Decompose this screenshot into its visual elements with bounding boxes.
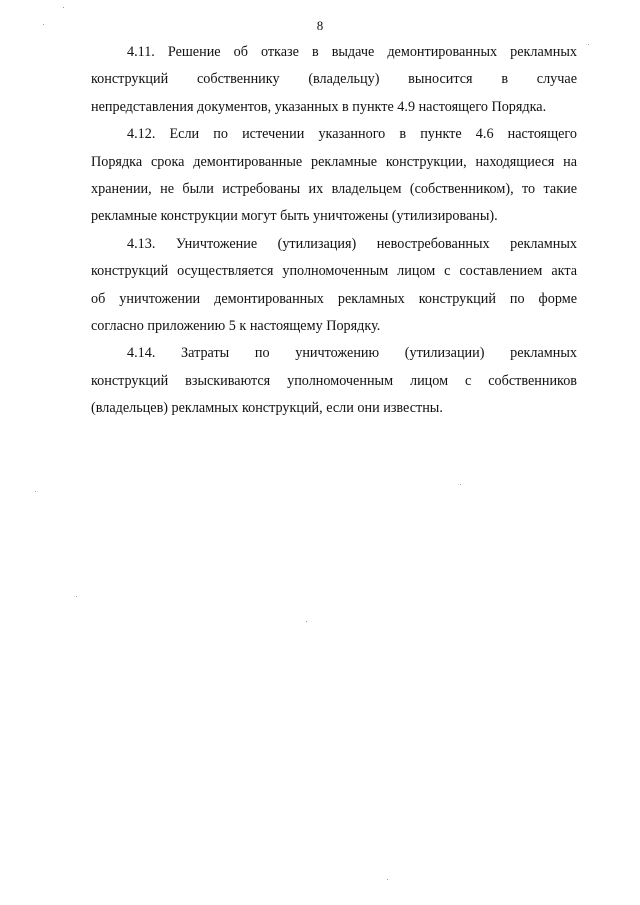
text-line: конструкций взыскиваются уполномоченным лицом с собственников xyxy=(91,372,577,389)
scan-speck xyxy=(387,879,388,880)
text-line: рекламные конструкции могут быть уничтожены (утилизированы). xyxy=(91,208,498,225)
text-line: об уничтожении демонтированных рекламных конструкций по форме xyxy=(91,290,577,307)
text-line: согласно приложению 5 к настоящему Порядку. xyxy=(91,318,381,335)
text-line: непредставления документов, указанных в пункте 4.9 настоящего Порядка. xyxy=(91,98,547,115)
text-line: Порядка срока демонтированные рекламные конструкции, находящиеся на xyxy=(91,153,577,170)
text-line: 4.11. Решение об отказе в выдаче демонтированных рекламных xyxy=(127,44,577,60)
paragraph-4-13 xyxy=(91,231,577,341)
text-line: (владельцев) рекламных конструкций, если они известны. xyxy=(91,400,443,417)
paragraph-4-14 xyxy=(91,340,577,422)
scan-speck xyxy=(76,596,77,597)
text-line: 4.14. Затраты по уничтожению (утилизации) рекламных xyxy=(127,345,577,362)
document-body xyxy=(91,39,577,423)
paragraph-4-11 xyxy=(91,39,577,121)
scan-speck xyxy=(306,621,307,622)
scan-speck xyxy=(63,7,64,8)
text-line: 4.12. Если по истечении указанного в пункте 4.6 настоящего xyxy=(127,126,577,143)
text-line: конструкций собственнику (владельцу) выносится в случае xyxy=(91,71,577,88)
paragraph-4-12 xyxy=(91,121,577,231)
scan-speck xyxy=(460,484,461,485)
scan-speck xyxy=(35,491,36,492)
page-number: 8 xyxy=(316,18,324,33)
text-line: хранении, не были истребованы их владельцем (собственником), то такие xyxy=(91,181,577,198)
text-line: 4.13. Уничтожение (утилизация) невостребованных рекламных xyxy=(127,235,577,252)
scan-speck xyxy=(588,44,589,45)
scan-speck xyxy=(43,24,44,25)
text-line: конструкций осуществляется уполномоченным лицом с составлением акта xyxy=(91,263,577,280)
